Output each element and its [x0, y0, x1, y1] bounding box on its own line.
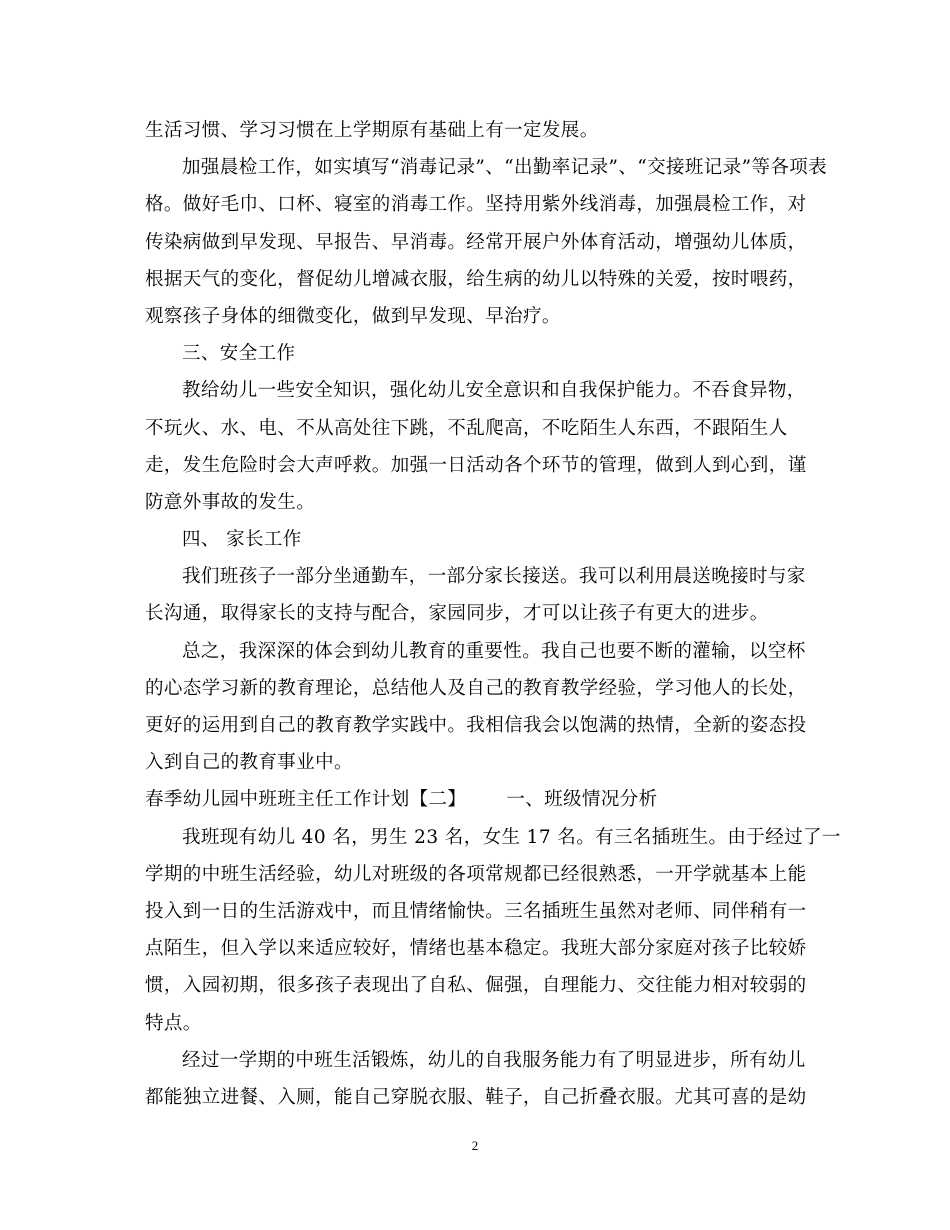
text-line: 格。做好毛巾、口杯、寝室的消毒工作。坚持用紫外线消毒，加强晨检工作，对 — [145, 194, 807, 216]
text-line: 不玩火、水、电、不从高处往下跳，不乱爬高，不吃陌生人东西，不跟陌生人 — [145, 417, 788, 439]
text-line: 三、安全工作 — [182, 343, 296, 365]
text-line: 的心态学习新的教育理论，总结他人及自己的教育教学经验，学习他人的长处， — [145, 677, 807, 699]
text-line: 都能独立进餐、入厕，能自己穿脱衣服、鞋子，自己折叠衣服。尤其可喜的是幼 — [145, 1086, 807, 1108]
text-line: 加强晨检工作，如实填写“消毒记录”、“出勤率记录”、“交接班记录”等各项表 — [182, 157, 828, 179]
text-line: 传染病做到早发现、早报告、早消毒。经常开展户外体育活动，增强幼儿体质， — [145, 231, 807, 253]
paragraph-block-before — [145, 112, 828, 781]
text-line: 防意外事故的发生。 — [145, 491, 316, 513]
text-line: 经过一学期的中班生活锻炼，幼儿的自我服务能力有了明显进步，所有幼儿 — [182, 1049, 806, 1071]
text-line: 投入到一日的生活游戏中，而且情绪愉快。三名插班生虽然对老师、同伴稍有一 — [145, 900, 807, 922]
text-line: 惯，入园初期，很多孩子表现出了自私、倔强，自理能力、交往能力相对较弱的 — [145, 975, 807, 997]
text-line: 生活习惯、学习习惯在上学期原有基础上有一定发展。 — [145, 120, 599, 141]
heading-line — [145, 781, 810, 818]
document-title: 春季幼儿园中班班主任工作计划【二】 — [145, 789, 467, 811]
text-line: 根据天气的变化，督促幼儿增减衣服，给生病的幼儿以特殊的关爱，按时喂药， — [145, 268, 807, 290]
text-line: 总之，我深深的体会到幼儿教育的重要性。我自己也要不断的灌输，以空杯 — [182, 640, 806, 662]
text-line: 入到自己的教育事业中。 — [145, 752, 353, 774]
text-line: 我们班孩子一部分坐通勤车，一部分家长接送。我可以利用晨送晚接时与家 — [182, 566, 806, 588]
text-line: 长沟通，取得家长的支持与配合，家园同步，才可以让孩子有更大的进步。 — [145, 603, 769, 625]
text-line: 走，发生危险时会大声呼救。加强一日活动各个环节的管理，做到人到心到，谨 — [145, 454, 807, 476]
text-line: 教给幼儿一些安全知识，强化幼儿安全意识和自我保护能力。不吞食异物， — [182, 380, 806, 402]
text-line: 更好的运用到自己的教育教学实践中。我相信我会以饱满的热情，全新的姿态投 — [145, 715, 807, 736]
text-line: 观察孩子身体的细微变化，做到早发现、早治疗。 — [145, 305, 561, 327]
paragraph-block-after — [145, 819, 841, 1117]
text-line: 四、 家长工作 — [182, 529, 302, 551]
page-number: 2 — [471, 1138, 479, 1153]
text-line: 特点。 — [145, 1012, 202, 1034]
text-line: 学期的中班生活经验，幼儿对班级的各项常规都已经很熟悉，一开学就基本上能 — [145, 863, 807, 885]
text-line: 点陌生，但入学以来适应较好，情绪也基本稳定。我班大部分家庭对孩子比较娇 — [145, 938, 807, 960]
text-line: 我班现有幼儿 40 名，男生 23 名，女生 17 名。有三名插班生。由于经过了一 — [182, 826, 841, 848]
section-heading: 一、班级情况分析 — [506, 789, 658, 811]
document-body — [145, 112, 841, 1116]
